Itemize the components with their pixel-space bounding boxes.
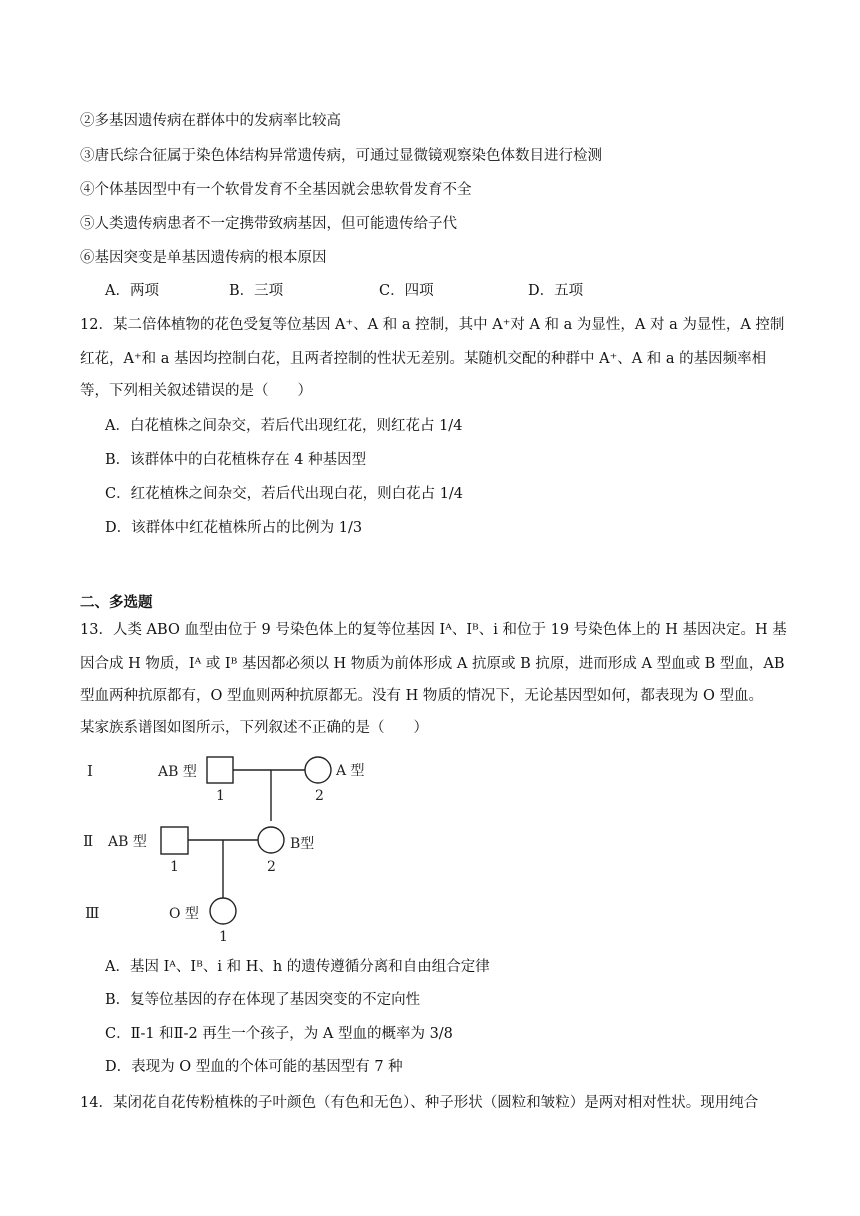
section-heading-multi-choice: 二、多选题: [80, 594, 153, 611]
q13-option-d: D．表现为 O 型血的个体可能的基因型有 7 种: [105, 1059, 403, 1075]
q14-stem-line1: 14．某闭花自花传粉植株的子叶颜色（有色和无色）、种子形状（圆粒和皱粒）是两对相对性状。现用纯合: [80, 1095, 759, 1111]
pedigree-i2-female: [305, 757, 331, 783]
q12-option-a: A．白花植株之间杂交，若后代出现红花，则红花占 1/4: [105, 418, 463, 434]
q12-option-b: B．该群体中的白花植株存在 4 种基因型: [105, 452, 367, 468]
iii1-bloodtype-label: O 型: [169, 906, 199, 922]
generation-i-label: Ⅰ: [87, 762, 93, 780]
q12-stem-line2: 红花，A⁺和 a 基因均控制白花，且两者控制的性状无差别。某随机交配的种群中 A⁺、A 和 a 的基因频率相: [80, 351, 767, 367]
pedigree-ii1-male: [161, 827, 188, 854]
i2-number: 2: [315, 788, 324, 804]
ii2-bloodtype-label: B型: [290, 836, 315, 852]
pedigree-iii1-female: [210, 898, 236, 924]
i1-bloodtype-label: AB 型: [158, 764, 197, 780]
i2-bloodtype-label: A 型: [336, 763, 365, 779]
q11-option-d: D．五项: [528, 283, 584, 299]
pedigree-chart: [75, 748, 405, 948]
q12-stem-line3: 等，下列相关叙述错误的是（ ）: [80, 383, 312, 399]
q13-stem-line1: 13．人类 ABO 血型由位于 9 号染色体上的复等位基因 Iᴬ、Iᴮ、i 和位于 19 号染色体上的 H 基因决定。H 基: [80, 622, 787, 638]
generation-iii-label: Ⅲ: [85, 904, 100, 922]
q11-item-4: ④个体基因型中有一个软骨发育不全基因就会患软骨发育不全: [80, 182, 472, 198]
q12-stem-line1: 12．某二倍体植物的花色受复等位基因 A⁺、A 和 a 控制，其中 A⁺对 A 和 a 为显性，A 对 a 为显性，A 控制: [80, 317, 785, 333]
q11-option-c: C．四项: [379, 283, 434, 299]
ii1-bloodtype-label: AB 型: [108, 834, 147, 850]
pedigree-ii2-female: [258, 827, 284, 853]
q13-option-c: C．Ⅱ-1 和Ⅱ-2 再生一个孩子，为 A 型血的概率为 3/8: [105, 1026, 453, 1042]
q13-stem-line2: 因合成 H 物质，Iᴬ 或 Iᴮ 基因都必须以 H 物质为前体形成 A 抗原或 B 抗原，进而形成 A 型血或 B 型血，AB: [80, 656, 785, 672]
q11-option-b: B．三项: [229, 283, 284, 299]
q11-option-a: A．两项: [105, 283, 159, 299]
iii1-number: 1: [219, 929, 228, 945]
q13-stem-line4: 某家族系谱图如图所示，下列叙述不正确的是（ ）: [80, 720, 428, 736]
q13-option-a: A．基因 Iᴬ、Iᴮ、i 和 H、h 的遗传遵循分离和自由组合定律: [105, 959, 490, 975]
q13-option-b: B．复等位基因的存在体现了基因突变的不定向性: [105, 992, 421, 1008]
q11-item-6: ⑥基因突变是单基因遗传病的根本原因: [80, 250, 327, 266]
q11-item-3: ③唐氏综合征属于染色体结构异常遗传病，可通过显微镜观察染色体数目进行检测: [80, 148, 602, 164]
generation-ii-label: Ⅱ: [83, 832, 94, 850]
q13-stem-line3: 型血两种抗原都有，O 型血则两种抗原都无。没有 H 物质的情况下，无论基因型如何，都表现为 O 型血。: [80, 688, 763, 704]
q11-item-2: ②多基因遗传病在群体中的发病率比较高: [80, 113, 341, 129]
ii1-number: 1: [170, 859, 179, 875]
q12-option-d: D．该群体中红花植株所占的比例为 1/3: [105, 520, 363, 536]
pedigree-i1-male: [207, 757, 233, 783]
q12-option-c: C．红花植株之间杂交，若后代出现白花，则白花占 1/4: [105, 486, 464, 502]
ii2-number: 2: [267, 859, 276, 875]
q11-item-5: ⑤人类遗传病患者不一定携带致病基因，但可能遗传给子代: [80, 216, 457, 232]
i1-number: 1: [216, 788, 225, 804]
